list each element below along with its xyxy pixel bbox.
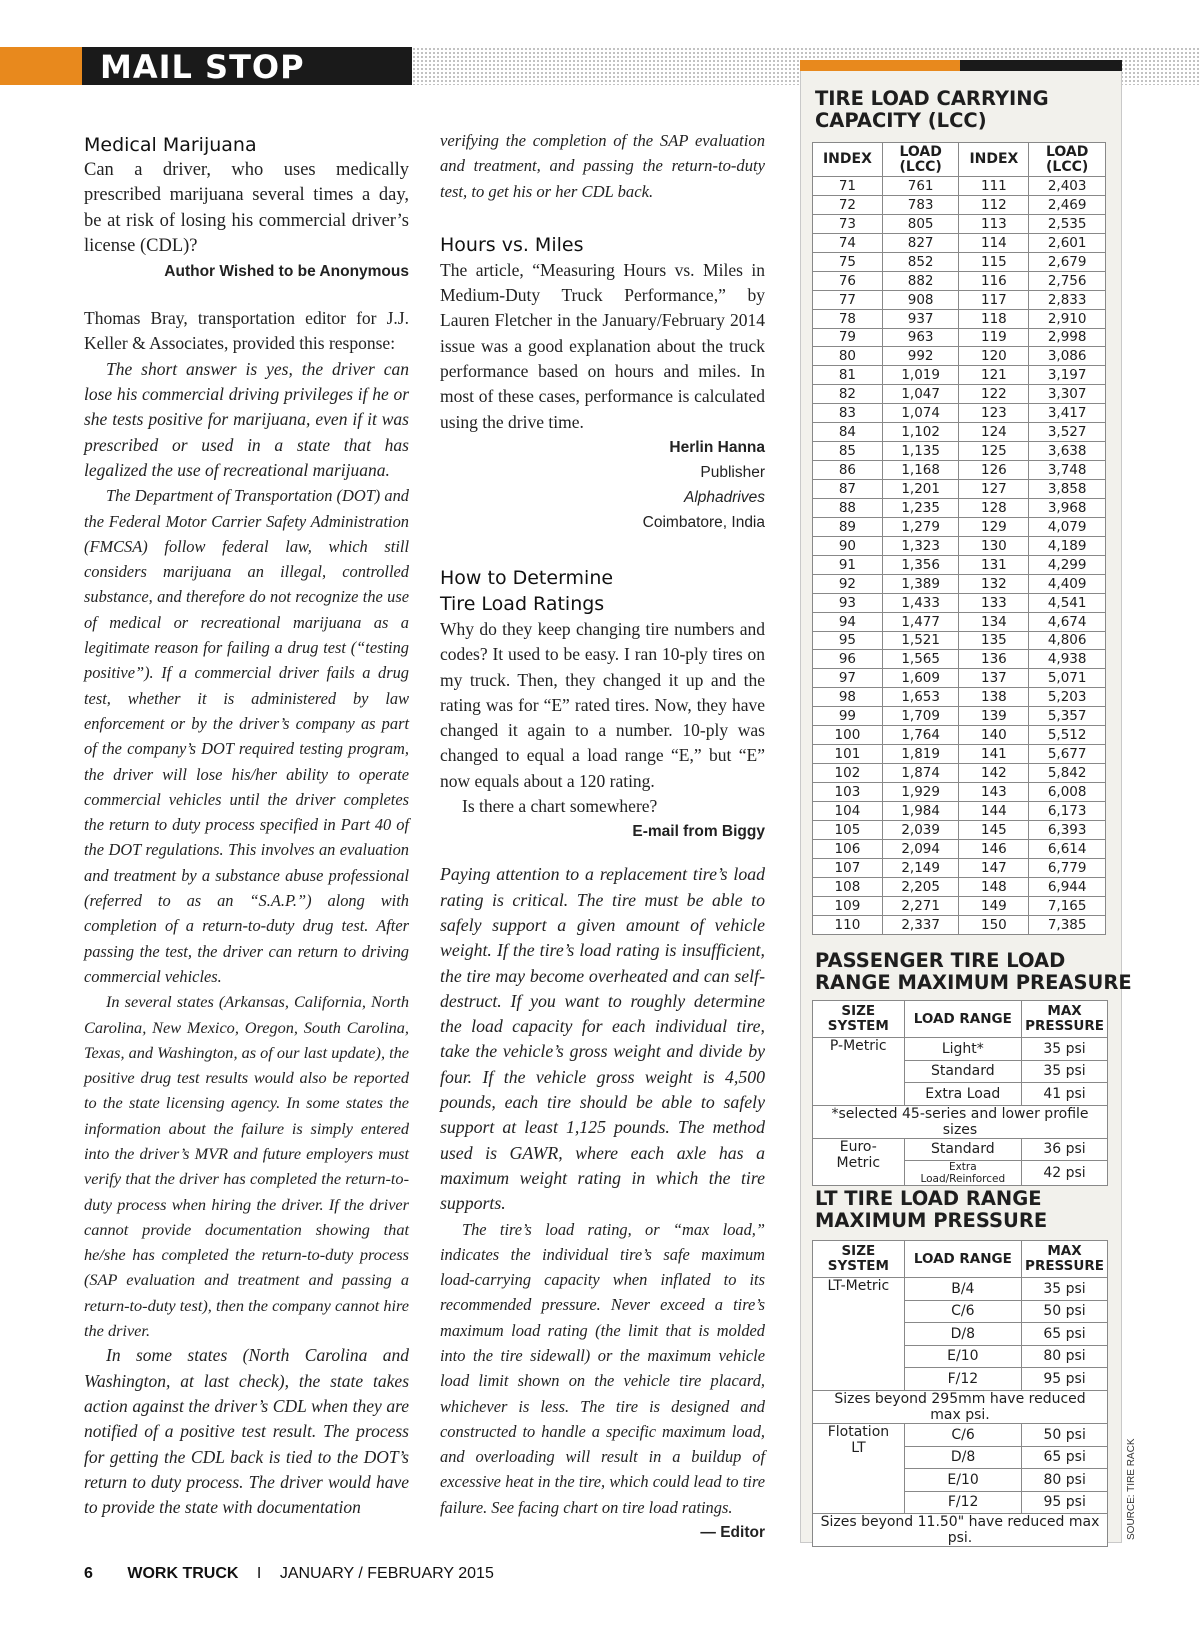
lcc-row [813,536,1106,555]
lcc-load-cell: 2,337 [882,915,959,934]
editor-answer-2: The tire’s load rating, or “max load,” indicates the individual tire’s safe maximum load-carrying capacity when inflated to its recommended pressure. Never exceed a tire’s maximum load rating (the limit that is molded into the tire sidewall) or the maximum vehicle load limit shown on the vehicle tire placard, whichever is less. The tire is designed and constructed to handle a specific maximum load, and overloading will result in a buildup of excessive heat in the tire, which could lead to tire failure. See facing chart on tire load ratings. [440,1219,765,1517]
lcc-load-cell: 4,938 [1029,650,1106,669]
lcc-load-cell: 2,833 [1029,290,1106,309]
flotation-max-cell: 95 psi [1022,1491,1108,1514]
letter-question-3: Why do they keep changing tire numbers and codes? It used to be easy. I ran 10-ply tires on my truck. Then, they changed it up and the rating was for “E” rated tires. Now, they have changed it again to a number. 10-ply was changed to equal a load range “E,” but “E” now equals about a 120 rating. [440,618,765,791]
response-intro: Thomas Bray, transportation editor for J.J. Keller & Associates, provided this response: [84,308,409,354]
lt-range-cell: E/10 [904,1345,1021,1368]
lcc-index-cell: 119 [959,328,1029,347]
lcc-load-cell: 783 [882,195,959,214]
lt-title-1: LT TIRE LOAD RANGE [815,1187,1042,1210]
lcc-index-cell: 74 [813,233,883,252]
lcc-load-cell: 5,842 [1029,764,1106,783]
lcc-index-cell: 115 [959,252,1029,271]
lt-max-cell: 35 psi [1022,1278,1108,1301]
lcc-index-cell: 145 [959,820,1029,839]
lcc-load-cell: 1,609 [882,669,959,688]
lcc-load-cell: 1,102 [882,423,959,442]
lcc-load-cell: 2,535 [1029,214,1106,233]
passenger-header-max: MAX PRESSURE [1022,1001,1108,1038]
lcc-index-cell: 110 [813,915,883,934]
passenger-title-2: RANGE MAXIMUM PREASURE [815,971,1132,994]
lcc-index-cell: 140 [959,726,1029,745]
lcc-row [813,858,1106,877]
lcc-load-cell: 1,135 [882,442,959,461]
lcc-index-cell: 141 [959,745,1029,764]
lcc-load-cell: 2,469 [1029,195,1106,214]
lcc-index-cell: 109 [813,896,883,915]
lcc-load-cell: 1,709 [882,707,959,726]
lcc-index-cell: 134 [959,612,1029,631]
section-title: MAIL STOP [100,48,305,86]
lcc-load-cell: 963 [882,328,959,347]
lcc-table-body [813,177,1106,935]
lcc-load-cell: 1,201 [882,480,959,499]
lcc-row [813,385,1106,404]
lcc-index-cell: 83 [813,404,883,423]
letter-question-1: Can a driver, who uses medically prescribed marijuana several times a day, be at risk of losing his commercial driver’s license (CDL)? [84,160,409,256]
passenger-note: *selected 45-series and lower profile sizes [813,1105,1108,1138]
lcc-index-cell: 91 [813,555,883,574]
response-paragraph-2: The Department of Transportation (DOT) and the Federal Motor Carrier Safety Administration (FMCSA) follow federal law, which still considers marijuana an illegal, controlled substance, and therefore do not recognize the use of medical or recreational marijuana as a legitimate reason for failing a drug test (“testing positive”). If a commercial driver fails a drug test, whether it is administered by law enforcement or by the driver’s company as part of the company’s DOT required testing program, the driver will lose his/her ability to operate commercial vehicles until the driver completes the return to duty process specified in Part 40 of the DOT regulations. This involves an evaluation and treatment by a substance abuse professional (referred to as an “S.A.P.”) along with completion of a return-to-duty drug test. After passing the test, the driver can return to driving commercial vehicles. [84,486,409,986]
lcc-load-cell: 4,299 [1029,555,1106,574]
lcc-index-cell: 132 [959,574,1029,593]
passenger-range: Extra Load [904,1083,1022,1106]
signature-company: Alphadrives [684,488,765,506]
lcc-load-cell: 4,806 [1029,631,1106,650]
lcc-index-cell: 127 [959,480,1029,499]
lcc-index-cell: 92 [813,574,883,593]
lcc-row [813,309,1106,328]
footer-separator: I [256,1565,262,1582]
response-paragraph-3: In several states (Arkansas, California, North Carolina, New Mexico, Oregon, South Carolina, Texas, and Washington, as of our last update), the positive drug test results would also be reported to the state licensing agency. In some states the information about the failure is simply entered into the driver’s MVR and future employers must verify that the driver has completed the return-to-duty process when hiring the driver. If the driver cannot provide documentation showing that he/she has completed the return-to-duty process (SAP evaluation and treatment and passing a return-to-duty test), then the company cannot hire the driver. [84,992,409,1341]
response-continued: verifying the completion of the SAP evaluation and treatment, and passing the return-to-duty test, to get his or her CDL back. [440,131,765,201]
lt-header-range: LOAD RANGE [904,1241,1021,1278]
lcc-index-cell: 86 [813,461,883,480]
lcc-index-cell: 107 [813,858,883,877]
lcc-load-cell: 882 [882,271,959,290]
lcc-index-cell: 98 [813,688,883,707]
lcc-index-cell: 94 [813,612,883,631]
letter-question-2: The article, “Measuring Hours vs. Miles in Medium-Duty Truck Performance,” by Lauren Fletcher in the January/February 2014 issue was a good explanation about the truck performance based on hours and miles. In most of these cases, performance is calculated using the drive time. [440,259,765,432]
heading-medical-marijuana: Medical Marijuana [84,134,257,156]
lcc-index-cell: 82 [813,385,883,404]
lcc-row [813,347,1106,366]
lt-header-max: MAX PRESSURE [1022,1241,1108,1278]
lcc-index-cell: 106 [813,839,883,858]
lcc-index-cell: 114 [959,233,1029,252]
lcc-load-cell: 852 [882,252,959,271]
lcc-load-cell: 4,189 [1029,536,1106,555]
passenger-range: Standard [904,1138,1022,1161]
passenger-range: Light* [904,1038,1022,1061]
lcc-row [813,366,1106,385]
lcc-index-cell: 97 [813,669,883,688]
lcc-load-cell: 2,039 [882,820,959,839]
lcc-index-cell: 129 [959,517,1029,536]
lcc-header-index: INDEX [813,143,883,177]
lcc-load-cell: 2,601 [1029,233,1106,252]
passenger-table [812,1000,1108,1186]
lcc-load-cell: 3,086 [1029,347,1106,366]
lcc-index-cell: 122 [959,385,1029,404]
lcc-index-cell: 147 [959,858,1029,877]
response-paragraph-1: The short answer is yes, the driver can lose his commercial driving privileges if he or she tests positive for marijuana, even if it was prescribed or used in a state that has legalized the use of recreational marijuana. [84,358,409,480]
letter-signature-1: Author Wished to be Anonymous [164,263,409,281]
signature-place: Coimbatore, India [642,513,765,531]
lcc-load-cell: 4,674 [1029,612,1106,631]
lcc-index-cell: 71 [813,177,883,196]
lcc-load-cell: 805 [882,214,959,233]
lcc-index-cell: 95 [813,631,883,650]
lcc-index-cell: 87 [813,480,883,499]
flotation-table-body [813,1424,1108,1514]
lcc-load-cell: 3,527 [1029,423,1106,442]
lcc-index-cell: 135 [959,631,1029,650]
passenger-header-size: SIZE SYSTEM [813,1001,905,1038]
lcc-load-cell: 2,910 [1029,309,1106,328]
lcc-load-cell: 1,019 [882,366,959,385]
lcc-index-cell: 124 [959,423,1029,442]
signature-name: Herlin Hanna [669,438,765,456]
lcc-load-cell: 4,079 [1029,517,1106,536]
lcc-row [813,688,1106,707]
lt-table-body [813,1278,1108,1391]
lcc-load-cell: 3,197 [1029,366,1106,385]
lcc-index-cell: 77 [813,290,883,309]
source-credit: SOURCE: TIRE RACK [1126,1438,1137,1540]
passenger-max: 35 psi [1022,1060,1108,1083]
lcc-row [813,669,1106,688]
lcc-index-cell: 81 [813,366,883,385]
lcc-index-cell: 150 [959,915,1029,934]
lcc-load-cell: 1,929 [882,783,959,802]
passenger-max: 42 psi [1022,1161,1108,1186]
lcc-row [813,498,1106,517]
lcc-row [813,574,1106,593]
flotation-table [812,1423,1108,1547]
lcc-row [813,328,1106,347]
lcc-index-cell: 126 [959,461,1029,480]
lcc-load-cell: 1,323 [882,536,959,555]
lcc-index-cell: 128 [959,498,1029,517]
lcc-index-cell: 78 [813,309,883,328]
lcc-index-cell: 96 [813,650,883,669]
lcc-load-cell: 6,008 [1029,783,1106,802]
euro-metric-label: Euro-Metric [813,1138,905,1186]
lcc-load-cell: 4,409 [1029,574,1106,593]
lcc-row [813,839,1106,858]
passenger-header-range: LOAD RANGE [904,1001,1022,1038]
lcc-index-cell: 84 [813,423,883,442]
lcc-index-cell: 80 [813,347,883,366]
passenger-max: 41 psi [1022,1083,1108,1106]
lcc-row [813,461,1106,480]
lcc-index-cell: 120 [959,347,1029,366]
lcc-index-cell: 148 [959,877,1029,896]
column-2 [440,128,765,1545]
lcc-index-cell: 76 [813,271,883,290]
lcc-index-cell: 88 [813,498,883,517]
heading-tire-load-2: Tire Load Ratings [440,592,605,615]
lcc-index-cell: 90 [813,536,883,555]
passenger-max: 36 psi [1022,1138,1108,1161]
lcc-load-cell: 2,403 [1029,177,1106,196]
passenger-range: Standard [904,1060,1022,1083]
lcc-load-cell: 1,565 [882,650,959,669]
lcc-load-cell: 992 [882,347,959,366]
lcc-index-cell: 102 [813,764,883,783]
lcc-row [813,631,1106,650]
lcc-index-cell: 149 [959,896,1029,915]
lcc-load-cell: 5,677 [1029,745,1106,764]
lcc-row [813,480,1106,499]
lcc-row [813,214,1106,233]
editor-answer-1: Paying attention to a replacement tire’s load rating is critical. The tire must be able to safely support a given amount of vehicle weight. If the tire’s load rating is insufficient, the tire may become overheated and can self-destruct. If you want to roughly determine the load capacity for each individual tire, take the vehicle’s gross weight and divide by four. If the vehicle gross weight is 4,500 pounds, each tire should be able to safely support at least 1,125 pounds. The method used is GAWR, where each axle has a maximum weight rating in which the tire supports. [440,864,765,1214]
lcc-index-cell: 100 [813,726,883,745]
lcc-index-cell: 101 [813,745,883,764]
lcc-index-cell: 118 [959,309,1029,328]
lcc-load-cell: 5,512 [1029,726,1106,745]
lcc-row [813,555,1106,574]
lcc-row [813,726,1106,745]
lcc-index-cell: 105 [813,820,883,839]
header-accent [0,47,82,85]
lcc-index-cell: 123 [959,404,1029,423]
lt-max-cell: 65 psi [1022,1323,1108,1346]
lcc-load-cell: 3,307 [1029,385,1106,404]
lcc-row [813,612,1106,631]
lcc-load-cell: 2,271 [882,896,959,915]
p-metric-label: P-Metric [813,1038,905,1106]
lcc-row [813,783,1106,802]
lcc-load-cell: 6,393 [1029,820,1106,839]
lcc-load-cell: 937 [882,309,959,328]
lcc-index-cell: 131 [959,555,1029,574]
lcc-index-cell: 79 [813,328,883,347]
heading-tire-load-1: How to Determine [440,566,614,589]
lcc-load-cell: 3,748 [1029,461,1106,480]
lt-max-cell: 50 psi [1022,1300,1108,1323]
lt-range-cell: D/8 [904,1323,1021,1346]
flotation-max-cell: 50 psi [1022,1424,1108,1447]
passenger-range: Extra Load/Reinforced [904,1161,1022,1186]
flotation-note: Sizes beyond 11.50" have reduced max psi. [813,1514,1108,1547]
lcc-index-cell: 116 [959,271,1029,290]
lt-range-cell: B/4 [904,1278,1021,1301]
lcc-index-cell: 103 [813,783,883,802]
lcc-load-cell: 6,614 [1029,839,1106,858]
lcc-row [813,271,1106,290]
lcc-row [813,290,1106,309]
lcc-row [813,442,1106,461]
lcc-index-cell: 85 [813,442,883,461]
letter-signature-3: E-mail from Biggy [632,823,765,841]
lcc-row [813,650,1106,669]
lcc-load-cell: 7,385 [1029,915,1106,934]
lt-range-cell: C/6 [904,1300,1021,1323]
lt-header-size: SIZE SYSTEM [813,1241,905,1278]
lcc-index-cell: 112 [959,195,1029,214]
lcc-row [813,801,1106,820]
lcc-index-cell: 142 [959,764,1029,783]
lcc-load-cell: 1,984 [882,801,959,820]
response-paragraph-4: In some states (North Carolina and Washington, at last check), the state takes action against the driver’s CDL when they are notified of a positive test result. The process for getting the CDL back is tied to the DOT’s return to duty process. The driver would have to provide the state with documentation [84,1345,409,1518]
lcc-load-cell: 7,165 [1029,896,1106,915]
lcc-load-cell: 5,071 [1029,669,1106,688]
lcc-load-cell: 6,944 [1029,877,1106,896]
flotation-row [813,1424,1108,1447]
lcc-index-cell: 136 [959,650,1029,669]
lcc-load-cell: 3,638 [1029,442,1106,461]
lcc-row [813,195,1106,214]
lcc-row [813,517,1106,536]
lt-table [812,1240,1108,1424]
page-footer [84,1565,494,1583]
lcc-load-cell: 2,679 [1029,252,1106,271]
issue-date: JANUARY / FEBRUARY 2015 [279,1565,494,1582]
lcc-load-cell: 3,417 [1029,404,1106,423]
lcc-index-cell: 75 [813,252,883,271]
flotation-label: Flotation LT [813,1424,905,1514]
lcc-load-cell: 2,756 [1029,271,1106,290]
lcc-header-load: LOAD (LCC) [882,143,959,177]
lcc-index-cell: 130 [959,536,1029,555]
lcc-load-cell: 5,203 [1029,688,1106,707]
lcc-index-cell: 143 [959,783,1029,802]
lcc-index-cell: 73 [813,214,883,233]
lcc-index-cell: 137 [959,669,1029,688]
lcc-index-cell: 133 [959,593,1029,612]
lcc-load-cell: 761 [882,177,959,196]
lt-max-cell: 95 psi [1022,1368,1108,1391]
lt-note: Sizes beyond 295mm have reduced max psi. [813,1390,1108,1423]
page-number: 6 [84,1565,93,1582]
lcc-header-load: LOAD (LCC) [1029,143,1106,177]
lcc-load-cell: 5,357 [1029,707,1106,726]
flotation-max-cell: 65 psi [1022,1446,1108,1469]
lcc-index-cell: 111 [959,177,1029,196]
panel-accent-black [960,60,1122,71]
lcc-header-index: INDEX [959,143,1029,177]
lcc-row [813,593,1106,612]
lcc-index-cell: 144 [959,801,1029,820]
lcc-row [813,707,1106,726]
flotation-range-cell: D/8 [904,1446,1021,1469]
magazine-name: WORK TRUCK [127,1565,239,1582]
lcc-index-cell: 138 [959,688,1029,707]
lcc-row [813,915,1106,934]
lcc-load-cell: 3,968 [1029,498,1106,517]
lcc-index-cell: 93 [813,593,883,612]
flotation-range-cell: F/12 [904,1491,1021,1514]
lcc-index-cell: 72 [813,195,883,214]
lcc-index-cell: 139 [959,707,1029,726]
lcc-load-cell: 908 [882,290,959,309]
lcc-load-cell: 2,149 [882,858,959,877]
lcc-load-cell: 1,819 [882,745,959,764]
lcc-index-cell: 99 [813,707,883,726]
column-1 [84,132,409,1520]
lcc-index-cell: 113 [959,214,1029,233]
lcc-load-cell: 1,477 [882,612,959,631]
lt-metric-label: LT-Metric [813,1278,905,1391]
lcc-load-cell: 1,653 [882,688,959,707]
lcc-index-cell: 146 [959,839,1029,858]
lcc-load-cell: 1,279 [882,517,959,536]
passenger-title-1: PASSENGER TIRE LOAD [815,949,1066,972]
lcc-row [813,423,1106,442]
lt-range-cell: F/12 [904,1368,1021,1391]
lcc-row [813,877,1106,896]
lcc-title-2: CAPACITY (LCC) [815,109,987,132]
lcc-row [813,764,1106,783]
flotation-max-cell: 80 psi [1022,1469,1108,1492]
lcc-load-cell: 1,521 [882,631,959,650]
lcc-table [812,142,1106,935]
lcc-row [813,745,1106,764]
lcc-load-cell: 1,235 [882,498,959,517]
editor-signature: — Editor [700,1524,765,1542]
lcc-load-cell: 6,779 [1029,858,1106,877]
lt-title-2: MAXIMUM PRESSURE [815,1209,1048,1232]
lcc-title-1: TIRE LOAD CARRYING [815,87,1049,110]
lt-max-cell: 80 psi [1022,1345,1108,1368]
lcc-row [813,404,1106,423]
panel-accent-orange [800,60,960,71]
lcc-index-cell: 121 [959,366,1029,385]
lcc-load-cell: 3,858 [1029,480,1106,499]
lcc-row [813,233,1106,252]
lcc-index-cell: 108 [813,877,883,896]
lcc-index-cell: 125 [959,442,1029,461]
lcc-load-cell: 1,047 [882,385,959,404]
lcc-load-cell: 2,998 [1029,328,1106,347]
lcc-row [813,252,1106,271]
heading-hours-vs-miles: Hours vs. Miles [440,233,584,256]
lcc-load-cell: 1,764 [882,726,959,745]
lcc-row [813,896,1106,915]
flotation-range-cell: E/10 [904,1469,1021,1492]
letter-question-3b: Is there a chart somewhere? [462,796,658,817]
lcc-row [813,177,1106,196]
lcc-load-cell: 827 [882,233,959,252]
lcc-load-cell: 1,874 [882,764,959,783]
lcc-load-cell: 2,094 [882,839,959,858]
lcc-load-cell: 2,205 [882,877,959,896]
lt-row [813,1278,1108,1301]
flotation-range-cell: C/6 [904,1424,1021,1447]
lcc-index-cell: 89 [813,517,883,536]
lcc-row [813,820,1106,839]
lcc-load-cell: 1,168 [882,461,959,480]
lcc-index-cell: 117 [959,290,1029,309]
signature-title: Publisher [700,463,765,481]
lcc-load-cell: 1,433 [882,593,959,612]
lcc-load-cell: 1,389 [882,574,959,593]
lcc-load-cell: 6,173 [1029,801,1106,820]
lcc-load-cell: 1,074 [882,404,959,423]
passenger-max: 35 psi [1022,1038,1108,1061]
lcc-load-cell: 1,356 [882,555,959,574]
lcc-index-cell: 104 [813,801,883,820]
lcc-load-cell: 4,541 [1029,593,1106,612]
